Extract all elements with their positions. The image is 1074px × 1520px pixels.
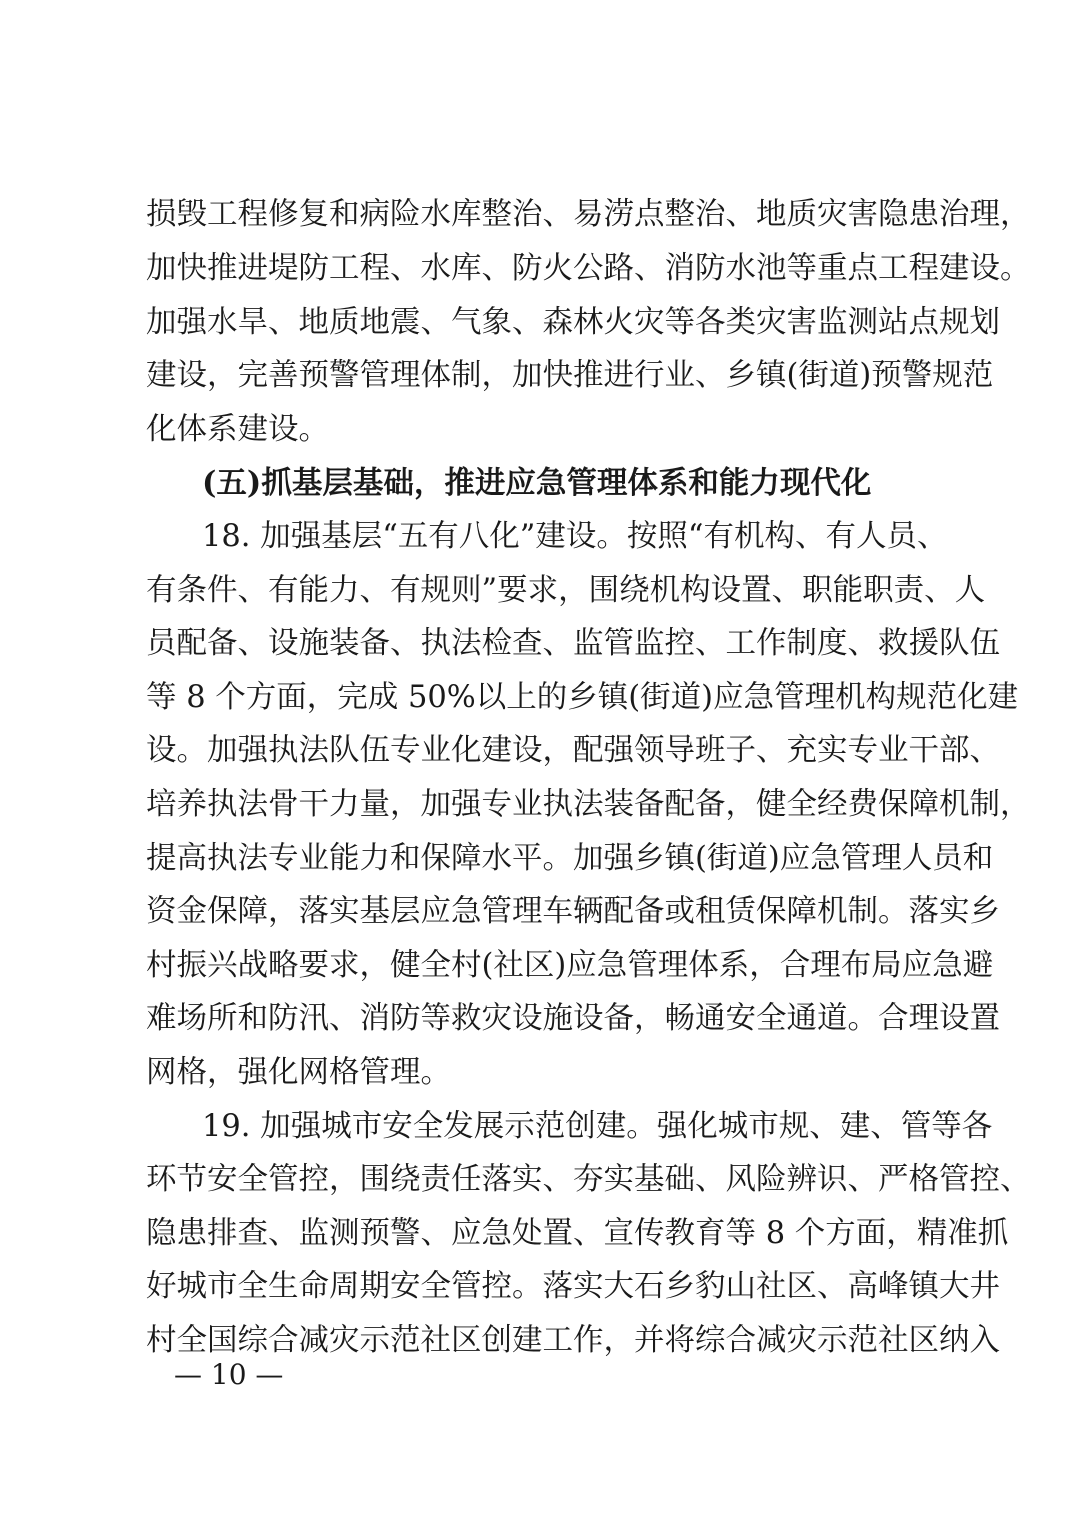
text-line: 19. 加强城市安全发展示范创建。强化城市规、建、管等各	[202, 1109, 993, 1144]
text-line: 提高执法专业能力和保障水平。加强乡镇(街道)应急管理人员和	[146, 841, 994, 876]
page-number: — 10 —	[174, 1358, 284, 1391]
text-line: 网格，强化网格管理。	[146, 1055, 451, 1090]
text-line: 加强水旱、地质地震、气象、森林火灾等各类灾害监测站点规划	[146, 305, 1000, 340]
text-line: 化体系建设。	[146, 412, 329, 447]
text-line: 村全国综合减灾示范社区创建工作，并将综合减灾示范社区纳入	[146, 1323, 1000, 1358]
text-line: 损毁工程修复和病险水库整治、易涝点整治、地质灾害隐患治理，	[146, 197, 1031, 232]
text-line: 设。加强执法队伍专业化建设，配强领导班子、充实专业干部、	[146, 733, 1000, 768]
text-line: 18. 加强基层“五有八化”建设。按照“有机构、有人员、	[202, 519, 948, 554]
text-line: 有条件、有能力、有规则”要求，围绕机构设置、职能职责、人	[146, 573, 986, 608]
text-line: 村振兴战略要求，健全村(社区)应急管理体系，合理布局应急避	[146, 948, 994, 983]
text-line: 加快推进堤防工程、水库、防火公路、消防水池等重点工程建设。	[146, 251, 1031, 286]
text-line: 隐患排查、监测预警、应急处置、宣传教育等 8 个方面，精准抓	[146, 1216, 1009, 1251]
text-line: 员配备、设施装备、执法检查、监管监控、工作制度、救援队伍	[146, 626, 1000, 661]
section-heading: (五)抓基层基础，推进应急管理体系和能力现代化	[202, 465, 872, 501]
text-line: 难场所和防汛、消防等救灾设施设备，畅通安全通道。合理设置	[146, 1001, 1000, 1036]
text-line: 培养执法骨干力量，加强专业执法装备配备，健全经费保障机制，	[146, 787, 1031, 822]
text-line: 好城市全生命周期安全管控。落实大石乡豹山社区、高峰镇大井	[146, 1269, 1000, 1304]
text-line: 等 8 个方面，完成 50%以上的乡镇(街道)应急管理机构规范化建	[146, 680, 1019, 715]
text-line: 建设，完善预警管理体制，加快推进行业、乡镇(街道)预警规范	[146, 358, 994, 393]
text-line: 环节安全管控，围绕责任落实、夯实基础、风险辨识、严格管控、	[146, 1162, 1031, 1197]
text-line: 资金保障，落实基层应急管理车辆配备或租赁保障机制。落实乡	[146, 894, 1000, 929]
